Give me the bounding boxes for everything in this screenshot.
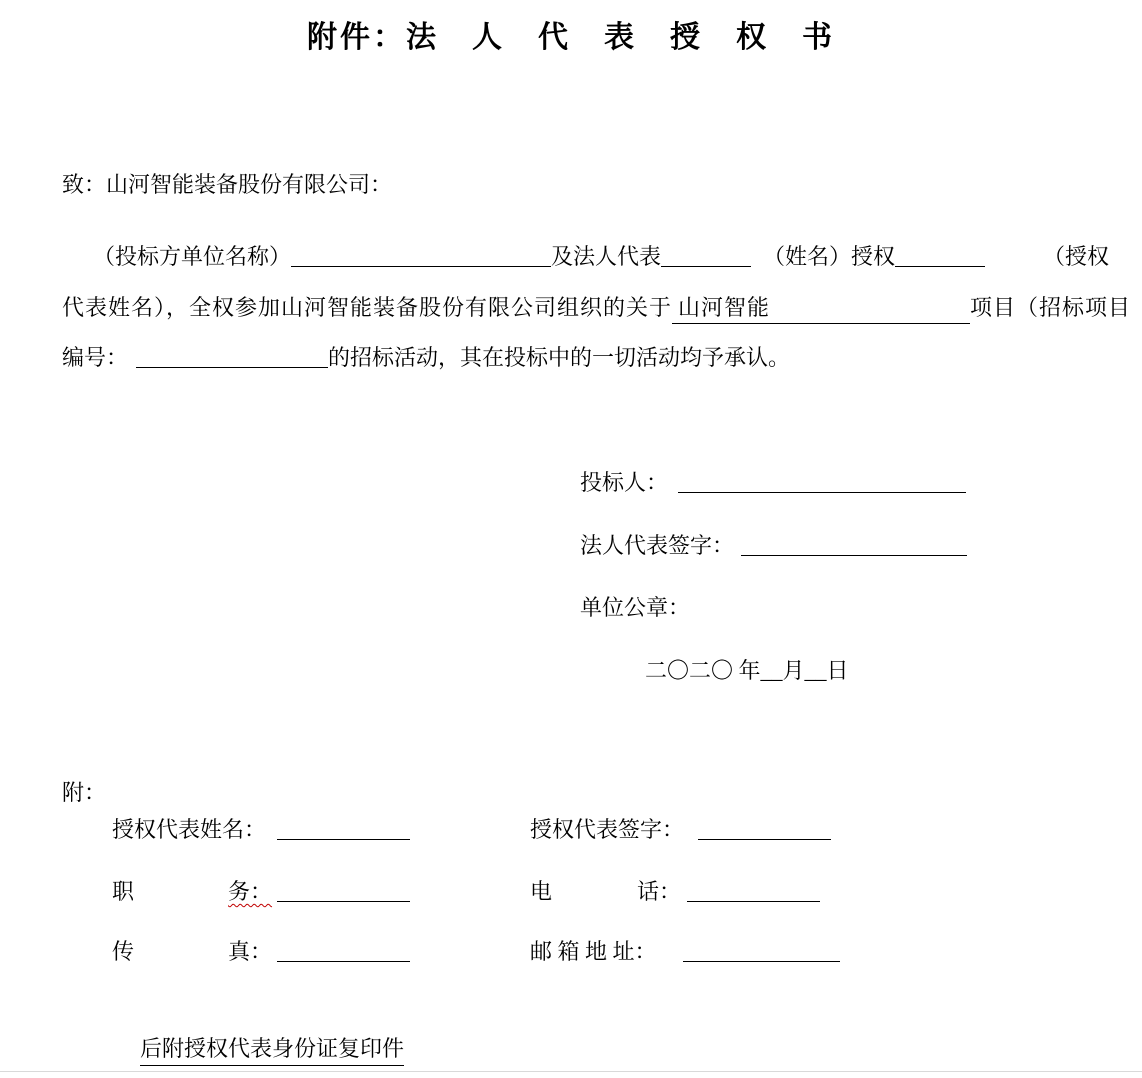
fax-field xyxy=(112,937,410,967)
rep-name-field xyxy=(112,815,410,845)
paragraph-line-3 xyxy=(62,343,790,373)
fax-label-start: 传 xyxy=(112,939,135,964)
rep-name-label: 授权代表姓名： xyxy=(112,817,267,842)
fax-blank[interactable] xyxy=(277,939,410,962)
rep-sign-blank[interactable] xyxy=(698,817,831,840)
authorize-name-label: （姓名）授权 xyxy=(763,244,896,269)
footnote-row xyxy=(140,1034,404,1066)
job-title-blank[interactable] xyxy=(277,879,410,902)
bidder-company-label: （投标方单位名称） xyxy=(93,244,292,269)
rep-name-blank[interactable] xyxy=(277,817,410,840)
phone-blank[interactable] xyxy=(687,879,820,902)
legal-rep-sign-label: 法人代表签字： xyxy=(580,533,735,558)
paragraph-line-1 xyxy=(62,242,1109,272)
bidder-label: 投标人： xyxy=(580,470,669,495)
bidder-company-blank[interactable] xyxy=(291,244,551,267)
phone-label-start: 电 xyxy=(530,879,553,904)
email-label: 邮 箱 地 址： xyxy=(530,939,657,964)
date-line: 二〇二〇 年__月__日 xyxy=(645,658,849,683)
attachment-heading xyxy=(62,778,106,808)
salutation: 致：山河智能装备股份有限公司： xyxy=(62,172,393,197)
date-row xyxy=(645,656,849,686)
phone-label-end: 话： xyxy=(637,879,682,904)
legal-rep-label: 及法人代表 xyxy=(551,244,662,269)
attachment-heading-label: 附： xyxy=(62,780,107,805)
bidder-signature-blank[interactable] xyxy=(678,470,966,493)
project-name-blank[interactable] xyxy=(672,293,970,324)
tender-number-blank[interactable] xyxy=(136,345,328,368)
project-name-value: 山河智能 xyxy=(678,295,771,320)
phone-field xyxy=(530,877,820,907)
page-title: 附件：法 人 代 表 授 权 书 xyxy=(307,21,835,54)
legal-rep-signature-row xyxy=(580,531,967,561)
page-edge xyxy=(0,1071,1142,1072)
legal-rep-signature-blank[interactable] xyxy=(741,533,967,556)
paragraph-line-2 xyxy=(62,293,1131,324)
email-field xyxy=(530,937,840,967)
bidder-signature-row xyxy=(580,468,966,498)
job-title-field xyxy=(112,877,410,907)
rep-sign-label: 授权代表签字： xyxy=(530,817,685,842)
job-title-label-start: 职 xyxy=(112,879,135,904)
company-seal-row xyxy=(580,593,690,623)
fax-label-end: 真： xyxy=(228,939,273,964)
rep-sign-field xyxy=(530,815,831,845)
footnote-text: 后附授权代表身份证复印件 xyxy=(140,1034,404,1066)
authorized-open-paren-label: （授权 xyxy=(1043,244,1110,269)
tender-number-label: 编号： xyxy=(62,345,129,370)
company-seal-label: 单位公章： xyxy=(580,595,691,620)
paragraph-line3-text: 的招标活动，其在投标中的一切活动均予承认。 xyxy=(328,345,791,370)
job-title-label-end: 务： xyxy=(228,879,273,904)
email-blank[interactable] xyxy=(683,939,840,962)
paragraph-line2-text: 代表姓名），全权参加山河智能装备股份有限公司组织的关于 xyxy=(62,295,673,320)
project-label: 项目（招标项目 xyxy=(970,295,1132,320)
legal-rep-name-blank[interactable] xyxy=(661,244,751,267)
authorized-rep-blank[interactable] xyxy=(895,244,985,267)
